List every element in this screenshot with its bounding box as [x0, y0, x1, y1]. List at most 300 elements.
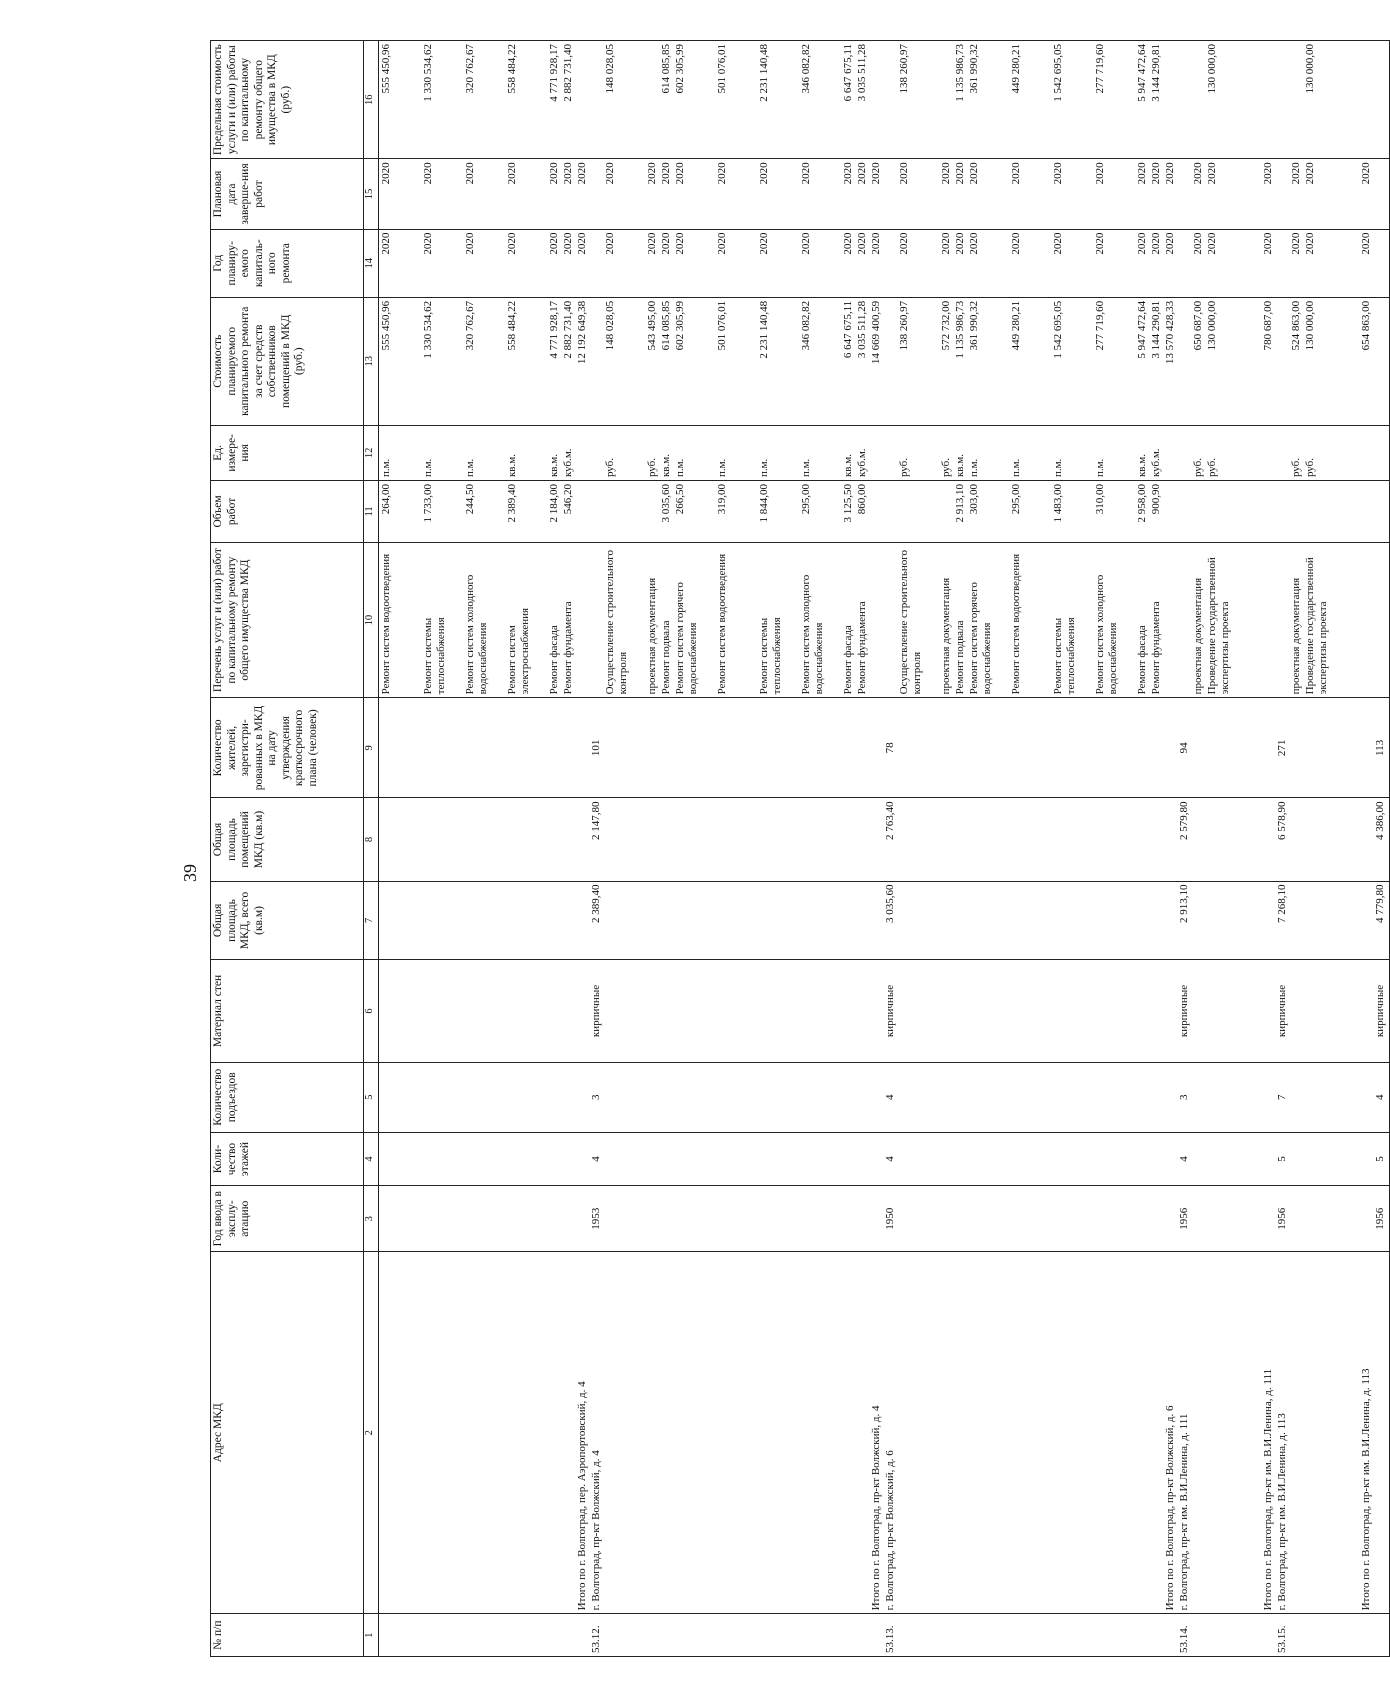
spacer [674, 1255, 716, 1610]
spacer [870, 963, 884, 1058]
spacer [380, 1136, 422, 1182]
work-cost: 130 000,00 [1206, 300, 1218, 351]
spacer [576, 44, 590, 155]
work-limit: 558 484,22 [506, 44, 518, 94]
col-works [379, 542, 1390, 698]
spacer [1094, 963, 1136, 1058]
spacer [1136, 701, 1150, 794]
spacer [548, 1136, 562, 1182]
column-number: 5 [364, 1062, 379, 1132]
spacer [1262, 801, 1276, 877]
year: 1956 [1374, 1207, 1386, 1230]
spacer [548, 1189, 562, 1248]
work-name: Ремонт систем холодного водоснабжения [800, 574, 825, 695]
work-cost: 650 687,00 [1192, 300, 1204, 351]
spacer [954, 1066, 968, 1129]
spacer [576, 963, 590, 1058]
spacer [576, 801, 590, 877]
spacer [464, 1136, 506, 1182]
spacer [660, 1136, 674, 1182]
spacer [954, 1255, 968, 1610]
column-number: 6 [364, 960, 379, 1062]
spacer [1276, 546, 1290, 695]
spacer [1010, 1189, 1052, 1248]
spacer [898, 1189, 940, 1248]
work-unit: руб. [1192, 457, 1204, 478]
spacer [604, 1136, 646, 1182]
spacer [856, 801, 870, 877]
entrances: 3 [1178, 1094, 1190, 1101]
work-limit [1290, 44, 1304, 155]
spacer [1192, 1189, 1206, 1248]
spacer [1192, 963, 1206, 1058]
work-limit [940, 44, 954, 155]
spacer [1360, 484, 1374, 539]
spacer [842, 1189, 856, 1248]
spacer [1304, 1189, 1360, 1248]
column-number: 16 [364, 41, 379, 159]
work-name: Ремонт фасада [548, 625, 560, 695]
spacer [1136, 963, 1150, 1058]
spacer [1094, 1136, 1136, 1182]
work-year: 2020 [1052, 232, 1064, 255]
spacer [562, 1136, 576, 1182]
spacer [1010, 963, 1052, 1058]
spacer [1304, 1066, 1360, 1129]
spacer [1164, 1066, 1178, 1129]
spacer [674, 963, 716, 1058]
spacer [660, 1189, 674, 1248]
work-cost: 543 495,00 [646, 300, 658, 351]
column-number-row [364, 41, 379, 1657]
spacer [954, 701, 968, 794]
spacer [576, 429, 590, 477]
column-number: 1 [364, 1614, 379, 1657]
spacer [1360, 963, 1374, 1058]
work-year: 2020 [1192, 232, 1204, 255]
work-limit: 3 144 290,81 [1150, 44, 1162, 102]
spacer [380, 885, 422, 957]
spacer [1010, 1066, 1052, 1129]
spacer [590, 546, 604, 695]
spacer [660, 1255, 674, 1610]
spacer [604, 1617, 646, 1653]
spacer [1164, 801, 1178, 877]
total-label: Итого по г. Волгоград, пр-кт им. В.И.Ленина, д. 111 [1262, 1368, 1274, 1611]
spacer [1276, 429, 1290, 477]
spacer [800, 1255, 842, 1610]
work-name: Ремонт систем горячего водоснабжения [674, 582, 699, 695]
col-area-total [379, 881, 1390, 960]
header-cell: Перечень услуг и (или) работ по капитальному ремонту общего имущества МКД [211, 542, 364, 698]
col-volume [379, 481, 1390, 543]
work-name: Ремонт систем водоотведения [380, 553, 392, 695]
spacer [716, 1255, 758, 1610]
year: 1956 [1178, 1207, 1190, 1230]
spacer [380, 1189, 422, 1248]
spacer [954, 1136, 968, 1182]
spacer [590, 44, 604, 155]
spacer [716, 885, 758, 957]
spacer [1164, 1189, 1178, 1248]
spacer [548, 885, 562, 957]
work-unit: п.м. [380, 458, 392, 478]
spacer [1192, 885, 1206, 957]
residents: 113 [1374, 739, 1386, 756]
work-name: Ремонт систем водоотведения [1010, 553, 1022, 695]
spacer [884, 301, 898, 422]
spacer [660, 1617, 674, 1653]
spacer [646, 701, 660, 794]
work-limit: 614 085,85 [660, 44, 672, 94]
spacer [1164, 484, 1178, 539]
header-row [211, 41, 364, 1657]
spacer [1150, 1617, 1164, 1653]
area-rooms: 2 579,80 [1178, 801, 1190, 840]
work-unit: кв.м. [954, 454, 966, 478]
total-year: 2020 [870, 232, 882, 255]
column-number: 9 [364, 698, 379, 798]
spacer [1290, 1066, 1304, 1129]
work-cost: 130 000,00 [1304, 300, 1316, 351]
work-name: Ремонт системы теплоснабжения [422, 617, 447, 695]
work-unit: кв.м. [548, 454, 560, 478]
total-year: 2020 [1360, 232, 1372, 255]
spacer [1010, 1617, 1052, 1653]
work-unit: п.м. [1052, 458, 1064, 478]
col-area-rooms [379, 798, 1390, 881]
work-limit: 5 947 472,64 [1136, 44, 1148, 102]
work-unit: п.м. [1010, 458, 1022, 478]
work-volume: 2 958,00 [1136, 484, 1148, 523]
spacer [1150, 1255, 1164, 1610]
spacer [1374, 546, 1388, 695]
work-limit: 2 231 140,48 [758, 44, 770, 102]
work-name: Ремонт систем водоотведения [716, 553, 728, 695]
spacer [758, 1136, 800, 1182]
work-limit: 130 000,00 [1206, 44, 1218, 94]
work-date: 2020 [674, 162, 686, 185]
spacer [968, 1136, 1010, 1182]
work-unit: п.м. [1094, 458, 1106, 478]
spacer [1052, 885, 1094, 957]
spacer [758, 1066, 800, 1129]
work-date: 2020 [940, 162, 952, 185]
spacer [1206, 963, 1262, 1058]
area-total: 3 035,60 [884, 884, 896, 924]
work-year: 2020 [716, 232, 728, 255]
col-address [379, 1252, 1390, 1614]
work-volume: 310,00 [1094, 484, 1106, 515]
spacer [870, 1617, 884, 1653]
spacer [1150, 1136, 1164, 1182]
work-limit: 138 260,97 [898, 44, 910, 94]
col-unit [379, 425, 1390, 480]
spacer [1192, 1136, 1206, 1182]
spacer [1290, 885, 1304, 957]
repair-plan-table [210, 40, 1390, 1657]
spacer [1178, 233, 1192, 294]
work-name: Ремонт фасада [842, 625, 854, 695]
spacer [506, 1617, 548, 1653]
spacer [968, 1189, 1010, 1248]
spacer [1150, 801, 1164, 877]
spacer [604, 963, 646, 1058]
work-cost: 277 719,60 [1094, 300, 1106, 351]
work-volume: 3 035,60 [660, 484, 672, 523]
spacer [576, 701, 590, 794]
work-date: 2020 [800, 162, 812, 185]
spacer [1206, 1255, 1262, 1610]
spacer [884, 162, 898, 225]
work-limit: 3 035 511,28 [856, 44, 868, 102]
walls: кирпичные [1178, 984, 1190, 1038]
work-cost: 4 771 928,17 [548, 300, 560, 359]
work-limit: 1 542 695,05 [1052, 44, 1064, 102]
work-date: 2020 [842, 162, 854, 185]
total-cost: 14 669 400,59 [870, 300, 882, 365]
rotated-table-sheet [40, 40, 1386, 1657]
work-cost: 2 882 731,40 [562, 300, 574, 359]
spacer [562, 1066, 576, 1129]
spacer [1262, 546, 1276, 695]
spacer [1360, 546, 1374, 695]
spacer [562, 701, 576, 794]
header-cell: Год ввода в эксплу-атацию [211, 1186, 364, 1252]
residents: 94 [1178, 742, 1190, 754]
spacer [856, 1255, 870, 1610]
spacer [1276, 44, 1290, 155]
work-year: 2020 [842, 232, 854, 255]
work-unit: п.м. [716, 458, 728, 478]
spacer [1052, 801, 1094, 877]
spacer [716, 1066, 758, 1129]
spacer [1374, 162, 1388, 225]
year: 1956 [1276, 1207, 1288, 1230]
col-finish-date [379, 159, 1390, 229]
spacer [1262, 1189, 1276, 1248]
spacer [884, 546, 898, 695]
work-year: 2020 [422, 232, 434, 255]
total-date: 2020 [576, 162, 588, 185]
spacer [604, 885, 646, 957]
spacer [604, 701, 646, 794]
spacer [506, 1255, 548, 1610]
work-date: 2020 [1094, 162, 1106, 185]
spacer [464, 1255, 506, 1610]
work-name: Ремонт фундамента [856, 601, 868, 695]
work-unit: руб. [940, 457, 952, 478]
work-name: Ремонт системы теплоснабжения [1052, 617, 1077, 695]
work-limit: 501 076,01 [716, 44, 728, 94]
work-limit: 602 305,99 [674, 44, 686, 94]
work-limit: 1 330 534,62 [422, 44, 434, 102]
spacer [1136, 1189, 1150, 1248]
spacer [576, 1189, 590, 1248]
work-volume: 900,90 [1150, 484, 1162, 515]
spacer [898, 1136, 940, 1182]
spacer [1052, 1136, 1094, 1182]
spacer [870, 546, 884, 695]
col-repair-year [379, 229, 1390, 297]
work-volume: 1 733,00 [422, 484, 434, 523]
spacer [380, 1066, 422, 1129]
spacer [1262, 1136, 1276, 1182]
walls: кирпичные [1276, 984, 1288, 1038]
work-unit: п.м. [464, 458, 476, 478]
work-unit: куб.м. [1150, 448, 1162, 478]
spacer [422, 963, 464, 1058]
spacer [1290, 701, 1304, 794]
work-cost: 6 647 675,11 [842, 300, 854, 359]
col-item-number [379, 1614, 1390, 1657]
spacer [870, 484, 884, 539]
spacer [968, 885, 1010, 957]
spacer [1094, 1189, 1136, 1248]
spacer [646, 1136, 660, 1182]
spacer [870, 44, 884, 155]
spacer [856, 963, 870, 1058]
spacer [968, 701, 1010, 794]
work-date: 2020 [422, 162, 434, 185]
work-volume: 264,00 [380, 484, 392, 515]
spacer [898, 1255, 940, 1610]
spacer [716, 801, 758, 877]
spacer [968, 1066, 1010, 1129]
floors: 4 [1178, 1156, 1190, 1162]
spacer [940, 1617, 954, 1653]
spacer [562, 1255, 576, 1610]
spacer [842, 1617, 856, 1653]
spacer [940, 701, 954, 794]
work-limit: 1 135 986,73 [954, 44, 966, 102]
area-rooms: 2 763,40 [884, 801, 896, 840]
spacer [576, 546, 590, 695]
column-number: 15 [364, 159, 379, 229]
work-volume [940, 484, 954, 539]
header-cell: Объем работ [211, 481, 364, 543]
work-name: Ремонт систем холодного водоснабжения [1094, 574, 1119, 695]
work-volume [1290, 484, 1304, 539]
total-year: 2020 [1164, 232, 1176, 255]
work-date: 2020 [506, 162, 518, 185]
col-entrances [379, 1062, 1390, 1132]
spacer [870, 1066, 884, 1129]
work-unit: п.м. [422, 458, 434, 478]
spacer [884, 44, 898, 155]
spacer [800, 701, 842, 794]
spacer [506, 801, 548, 877]
spacer [464, 963, 506, 1058]
work-unit: руб. [604, 457, 616, 478]
work-volume: 295,00 [800, 484, 812, 515]
col-limit-cost [379, 41, 1390, 159]
spacer [1262, 429, 1276, 477]
spacer [646, 1189, 660, 1248]
work-cost: 320 762,67 [464, 300, 476, 351]
spacer [870, 701, 884, 794]
entrances: 4 [884, 1094, 896, 1101]
spacer [660, 801, 674, 877]
spacer [1360, 801, 1374, 877]
spacer [1010, 1255, 1052, 1610]
spacer [464, 885, 506, 957]
total-cost: 780 687,00 [1262, 300, 1274, 351]
spacer [380, 701, 422, 794]
work-volume: 3 125,50 [842, 484, 854, 523]
spacer [884, 484, 898, 539]
spacer [1290, 1136, 1304, 1182]
area-total: 2 389,40 [590, 884, 602, 924]
work-unit: руб. [646, 457, 658, 478]
work-year: 2020 [604, 232, 616, 255]
residents: 101 [590, 739, 602, 757]
spacer [968, 801, 1010, 877]
work-limit: 4 771 928,17 [548, 44, 560, 102]
spacer [1360, 429, 1374, 477]
spacer [1262, 963, 1276, 1058]
work-year: 2020 [1094, 232, 1106, 255]
spacer [674, 1136, 716, 1182]
header-cell: Общая площадь помещений МКД (кв.м) [211, 798, 364, 881]
total-date: 2020 [1164, 162, 1176, 185]
spacer [646, 963, 660, 1058]
spacer [1164, 885, 1178, 957]
work-volume: 319,00 [716, 484, 728, 515]
spacer [1262, 701, 1276, 794]
spacer [464, 1189, 506, 1248]
walls: кирпичные [884, 984, 896, 1038]
total-date: 2020 [870, 162, 882, 185]
spacer [800, 801, 842, 877]
work-cost: 346 082,82 [800, 300, 812, 351]
spacer [464, 1617, 506, 1653]
spacer [842, 1066, 856, 1129]
work-name: Проведение государственной экспертизы проекта [1206, 557, 1231, 695]
work-date: 2020 [646, 162, 658, 185]
work-year: 2020 [660, 232, 672, 255]
spacer [380, 801, 422, 877]
spacer [940, 963, 954, 1058]
spacer [464, 801, 506, 877]
header-cell: Коли-чество этажей [211, 1132, 364, 1185]
spacer [604, 1066, 646, 1129]
spacer [422, 1617, 464, 1653]
work-volume: 295,00 [1010, 484, 1022, 515]
spacer [1290, 1189, 1304, 1248]
header-cell: Год планиру-емого капиталь-ного ремонта [211, 229, 364, 297]
spacer [856, 1189, 870, 1248]
spacer [1374, 429, 1388, 477]
work-volume [898, 484, 940, 539]
work-date: 2020 [954, 162, 966, 185]
spacer [898, 701, 940, 794]
spacer [898, 885, 940, 957]
column-number: 4 [364, 1132, 379, 1185]
work-cost: 3 144 290,81 [1150, 300, 1162, 359]
residents: 78 [884, 742, 896, 754]
spacer [548, 801, 562, 877]
spacer [856, 885, 870, 957]
area-total: 2 913,10 [1178, 884, 1190, 924]
spacer [758, 1617, 800, 1653]
spacer [1010, 801, 1052, 877]
spacer [576, 1066, 590, 1129]
work-name: Осуществление строительного контроля [604, 549, 629, 695]
spacer [968, 1617, 1010, 1653]
spacer [1094, 1255, 1136, 1610]
work-name: Ремонт подвала [954, 620, 966, 695]
